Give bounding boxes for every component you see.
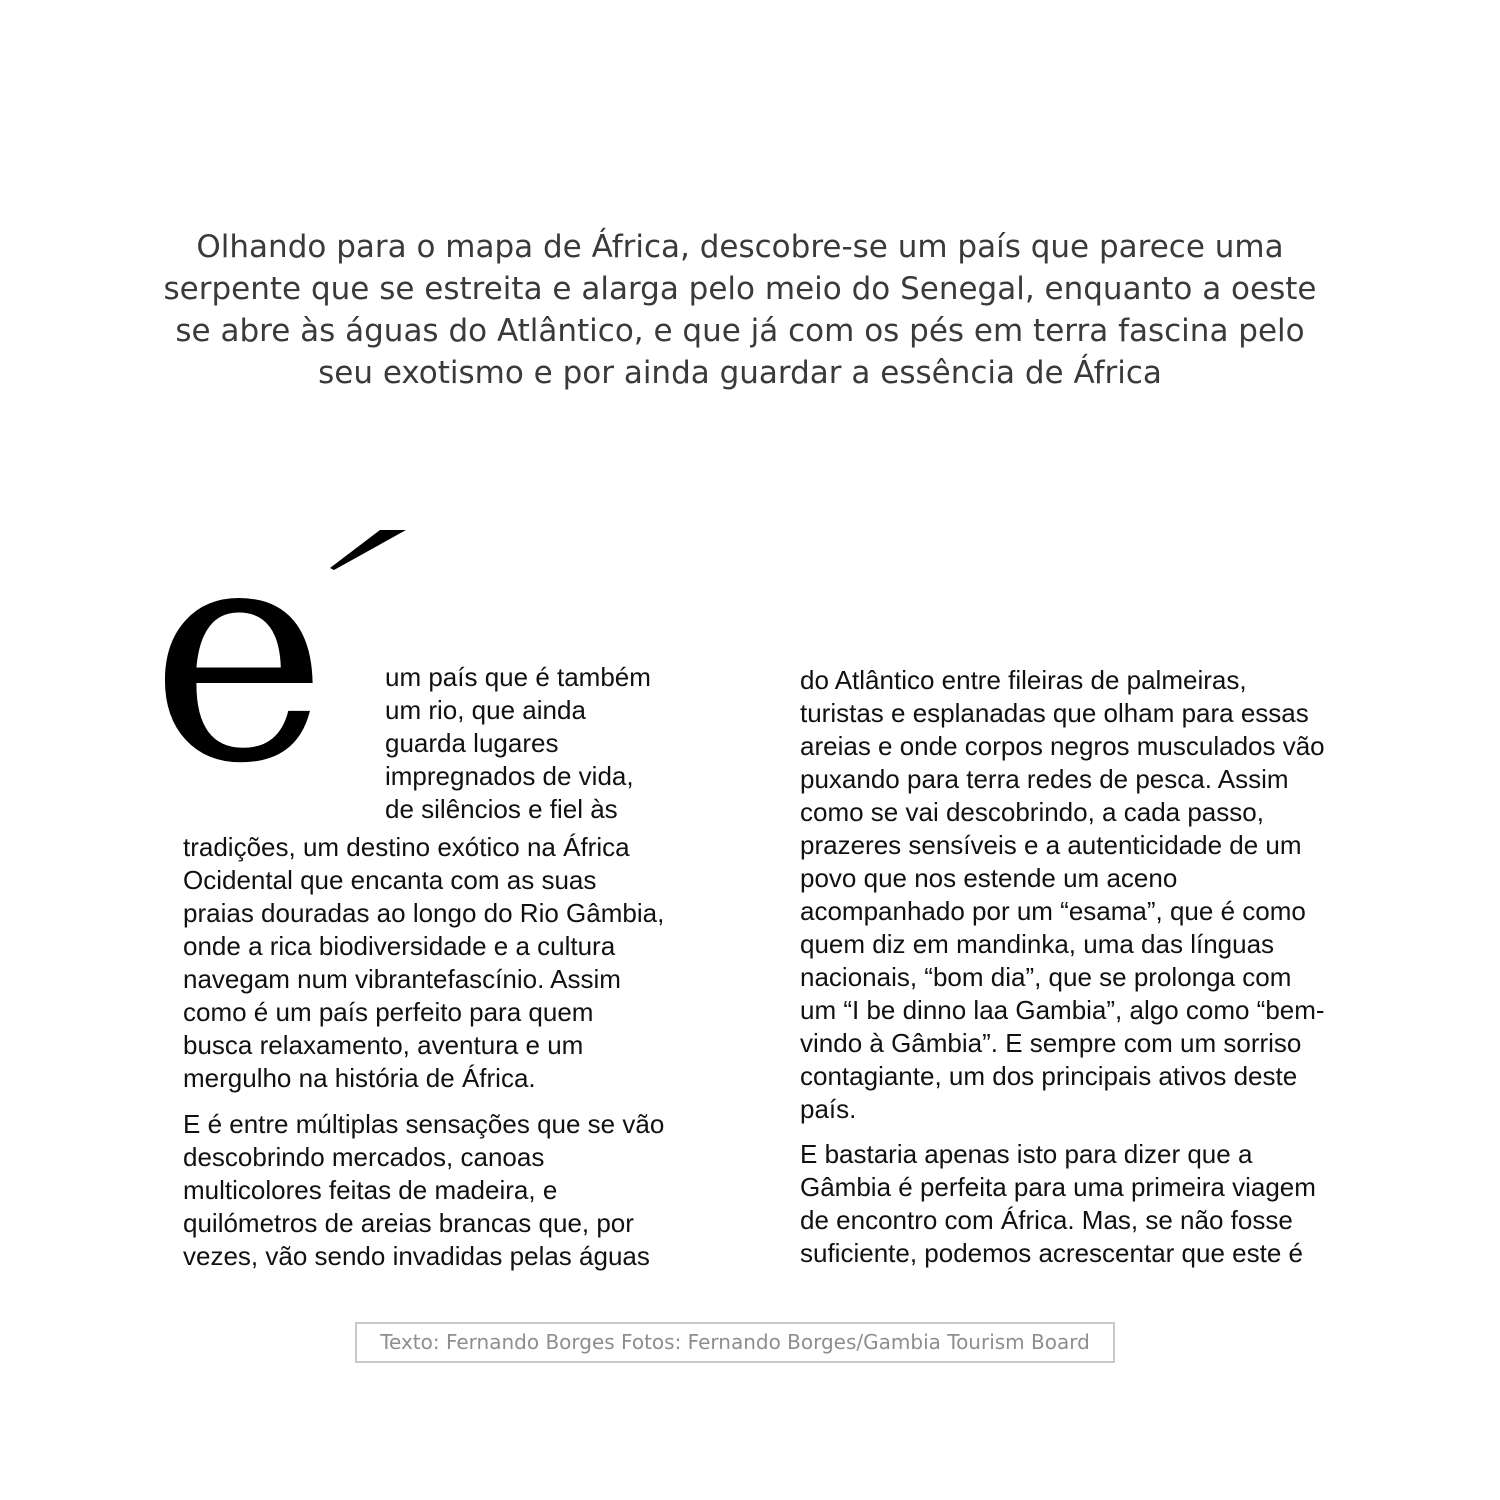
left-column-paragraph-1	[183, 831, 664, 1095]
right-column-paragraph-1	[800, 664, 1325, 1126]
text-line: descobrindo mercados, canoas	[183, 1142, 545, 1172]
text-line: prazeres sensíveis e a autenticidade de um	[800, 830, 1302, 860]
text-line: vindo à Gâmbia”. E sempre com um sorriso	[800, 1028, 1302, 1058]
lede-line: serpente que se estreita e alarga pelo meio do Senegal, enquanto a oeste	[163, 271, 1317, 307]
text-line: Gâmbia é perfeita para uma primeira viagem	[800, 1172, 1316, 1202]
text-line: acompanhado por um “esama”, que é como	[800, 896, 1306, 926]
text-line: E bastaria apenas isto para dizer que a	[800, 1139, 1253, 1169]
text-line: um país que é também	[385, 662, 651, 692]
text-line: quilómetros de areias brancas que, por	[183, 1208, 634, 1238]
lede-line: seu exotismo e por ainda guardar a essência de África	[318, 355, 1162, 391]
text-line: quem diz em mandinka, uma das línguas	[800, 929, 1275, 959]
text-line: do Atlântico entre fileiras de palmeiras,	[800, 665, 1247, 695]
text-line: puxando para terra redes de pesca. Assim	[800, 764, 1289, 794]
photo-credit-box	[355, 1322, 1115, 1363]
text-line: como é um país perfeito para quem	[183, 997, 594, 1027]
drop-cap-acute-accent	[330, 530, 406, 570]
right-column-paragraph-2	[800, 1138, 1316, 1270]
text-line: navegam num vibrantefascínio. Assim	[183, 964, 621, 994]
lede-line: se abre às águas do Atlântico, e que já com os pés em terra fascina pelo	[175, 313, 1305, 349]
left-column-intro	[385, 661, 651, 826]
text-line: onde a rica biodiversidade e a cultura	[183, 931, 616, 961]
text-line: tradições, um destino exótico na África	[183, 832, 630, 862]
text-line: país.	[800, 1094, 857, 1124]
text-line: guarda lugares	[385, 728, 559, 758]
text-line: povo que nos estende um aceno	[800, 863, 1178, 893]
text-line: contagiante, um dos principais ativos deste	[800, 1061, 1298, 1091]
text-line: busca relaxamento, aventura e um	[183, 1030, 584, 1060]
text-line: suficiente, podemos acrescentar que este é	[800, 1238, 1303, 1268]
lede-paragraph	[140, 226, 1340, 394]
text-line: mergulho na história de África.	[183, 1063, 536, 1093]
text-line: vezes, vão sendo invadidas pelas águas	[183, 1241, 650, 1271]
text-line: praias douradas ao longo do Rio Gâmbia,	[183, 898, 665, 928]
text-line: como se vai descobrindo, a cada passo,	[800, 797, 1264, 827]
text-line: turistas e esplanadas que olham para essas	[800, 698, 1309, 728]
text-line: um “I be dinno laa Gambia”, algo como “bem-	[800, 995, 1325, 1025]
drop-cap-letter: e	[150, 480, 328, 829]
text-line: impregnados de vida,	[385, 761, 634, 791]
text-line: E é entre múltiplas sensações que se vão	[183, 1109, 665, 1139]
text-line: de encontro com África. Mas, se não fosse	[800, 1205, 1293, 1235]
text-line: Ocidental que encanta com as suas	[183, 865, 597, 895]
text-line: multicolores feitas de madeira, e	[183, 1175, 558, 1205]
photo-credit-text: Texto: Fernando Borges Fotos: Fernando Borges/Gambia Tourism Board	[380, 1330, 1090, 1354]
left-column-paragraph-2	[183, 1108, 664, 1273]
text-line: nacionais, “bom dia”, que se prolonga com	[800, 962, 1292, 992]
text-line: areias e onde corpos negros musculados vão	[800, 731, 1325, 761]
text-line: um rio, que ainda	[385, 695, 586, 725]
text-line: de silêncios e fiel às	[385, 794, 618, 824]
lede-line: Olhando para o mapa de África, descobre-se um país que parece uma	[196, 229, 1284, 265]
